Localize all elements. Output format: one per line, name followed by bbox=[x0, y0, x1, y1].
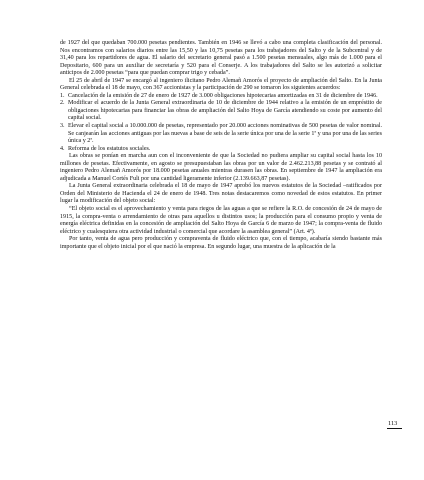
list-item-number: 1. bbox=[60, 92, 65, 99]
list-item bbox=[60, 146, 382, 154]
paragraph-ampliacion-proyecto: El 25 de abril de 1947 se encargó al ingeniero ilicitano Pedro Alemañ Amorós el proyecto de ampliación del Salto. En la Junta General celebrada el 18 de mayo, con 367 accionistas y la participación de 290 se tomaron los siguientes acuerdos: bbox=[60, 77, 382, 92]
agreements-list bbox=[60, 93, 382, 153]
paragraph-estatutos: La Junta General extraordinaria celebrada el 18 de mayo de 1947 aprobó los nuevos estatutos de la Sociedad –ratificados por Orden del Ministerio de Hacienda el 24 de enero de 1948. Tres notas destacaremos como novedad de estos estatutos. En primer lugar la modificación del objeto social: bbox=[60, 183, 382, 205]
list-item-text: Cancelación de la emisión de 27 de enero de 1927 de 3.000 obligaciones hipotecarias amortizadas en 31 de diciembre de 1946. bbox=[68, 92, 378, 99]
paragraph-conclusion: Por tanto, venta de agua pero producción y compraventa de fluido eléctrico que, con el tiempo, acabaría siendo bastante más importante que el objeto inicial por el que nació la empresa. En segundo lugar, una muestra de la aplicación de la bbox=[60, 236, 382, 250]
list-item bbox=[60, 123, 382, 146]
page-number-rule bbox=[387, 428, 402, 429]
list-item-number: 3. bbox=[60, 123, 65, 130]
body-text bbox=[60, 40, 382, 251]
list-item-text: Reforma de los estatutos sociales. bbox=[68, 145, 151, 152]
paragraph-salaries: de 1927 del que quedaban 700.000 pesetas pendientes. También en 1946 se llevó a cabo una completa clasificación del personal. Nos encontramos con salarios diarios entre las 15,50 y las 10,75 pesetas para los trabajadores del Salto y de la Subcentral y de 31,40 para los repartidores de agua. El salario del secretario general pasó a 1.500 pesetas mensuales, algo más de 1.000 para el Depositario, 600 para un auxiliar de secretaría y 520 para el Conserje. A los trabajadores del Salto se les autorizó a solicitar anticipos de 2.000 pesetas “para que puedan comprar trigo y cebada”. bbox=[60, 40, 382, 77]
list-item-number: 2. bbox=[60, 100, 65, 107]
list-item-number: 4. bbox=[60, 145, 65, 152]
paragraph-objeto-social-quote: “El objeto social es el aprovechamiento y venta para riegos de las aguas a que se refiere la R.O. de concesión de 24 de mayo de 1915, la compra-venta o arrendamiento de otras para aquellos u distintos usos; la producción para el consumo propio y venta de energía eléctrica definidas en la concesión de ampliación del Salto Hoya de García 6 de marzo de 1947; la compra-venta de fluido eléctrico y cualesquiera otra actividad industrial o comercial que acordare la asamblea general” (Art. 4º). bbox=[60, 206, 382, 235]
list-item-text: Elevar el capital social a 10.000.000 de pesetas, representado por 20.000 acciones nominativas de 500 pesetas de valor nominal. Se canjearán las acciones antiguas por las nuevas a base de seis de la serie única por una de la serie 1ª y una por una de las series única y 2ª. bbox=[68, 123, 382, 145]
page-number: 113 bbox=[388, 420, 398, 427]
list-item bbox=[60, 100, 382, 123]
list-item-text: Modificar el acuerdo de la Junta General extraordinaria de 10 de diciembre de 1944 relativo a la emisión de un empréstito de obligaciones hipotecarias para financiar las obras de ampliación del Salto Hoya de García atendiendo su coste por aumento del capital social. bbox=[68, 100, 382, 122]
paragraph-obras: Las obras se ponían en marcha aun con el inconveniente de que la Sociedad no pudiera ampliar su capital social hasta los 10 millones de pesetas. Efectivamente, en agosto se presupuestaban las obras por un valor de 2.462.213,88 pesetas y se contrató al ingeniero Pedro Alemañ Amorós por 18.000 pesetas anuales mientras durasen las obras. En septiembre de 1947 la ampliación era adjudicada a Manuel Cortés Fuli por una cantidad ligeramente inferior (2.139.663,87 pesetas). bbox=[60, 153, 382, 182]
